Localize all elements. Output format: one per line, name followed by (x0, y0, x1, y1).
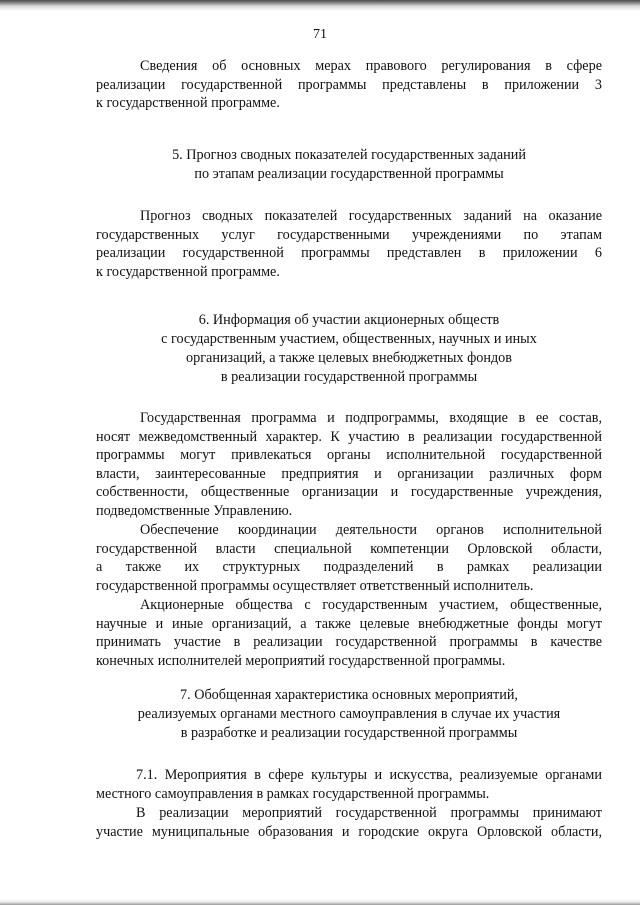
section-6-heading-line: с государственным участием, общественных, научных и иных (161, 331, 537, 347)
section-5-line: реализации государственной программы представлен в приложении 6 (96, 245, 602, 262)
section-7-heading-line: в разработке и реализации государственной программы (180, 725, 518, 741)
section-5-paragraph (96, 207, 602, 281)
section-6-paragraph-2 (96, 521, 602, 595)
section-6-heading (96, 311, 602, 387)
section-6-line: научные и иные организаций, а также целевые внебюджетные фонды могут (96, 615, 602, 632)
section-7-line: 7.1. Мероприятия в сфере культуры и искусства, реализуемые органами (136, 767, 602, 783)
section-6-heading-line: 6. Информация об участии акционерных обществ (198, 312, 500, 328)
page-number: 71 (313, 27, 327, 42)
section-6-heading-line: организаций, а также целевых внебюджетных фондов (186, 350, 512, 366)
section-5-line: государственных услуг государственными учреждениями по этапам (96, 226, 602, 243)
section-6-line: собственности, общественные организации и государственные учреждения, (96, 484, 602, 501)
section-7-heading-line: реализуемых органами местного самоуправления в случае их участия (137, 706, 561, 722)
section-6-line: конечных исполнителей мероприятий государственной программы. (96, 652, 506, 669)
section-7-heading (96, 686, 602, 743)
intro-line: Сведения об основных мерах правового регулирования в сфере (140, 58, 602, 74)
section-6-line: Акционерные общества с государственным участием, общественные, (140, 597, 602, 613)
section-5-line: к государственной программе. (96, 263, 280, 280)
section-6-line: Государственная программа и подпрограммы, входящие в ее состав, (140, 410, 602, 426)
section-6-line: государственной власти специальной компетенции Орловской области, (96, 540, 602, 557)
scan-top-edge (0, 0, 640, 12)
section-6-heading-line: в реализации государственной программы (220, 369, 478, 385)
section-6-line: Обеспечение координации деятельности органов исполнительной (140, 522, 602, 538)
section-7-line: участие муниципальные образования и городские округа Орловской области, (96, 823, 602, 840)
section-7-paragraph-1 (96, 766, 602, 803)
section-6-line: программы могут привлекаться органы исполнительной государственной (96, 447, 602, 464)
intro-line: реализации государственной программы представлены в приложении 3 (96, 76, 602, 93)
section-6-line: принимать участие в реализации государственной программы в качестве (96, 634, 602, 651)
section-5-line: Прогноз сводных показателей государственных заданий на оказание (140, 208, 602, 224)
section-6-line: подведомственные Управлению. (96, 502, 293, 519)
section-5-heading (96, 146, 602, 184)
section-7-line: В реализации мероприятий государственной программы принимают (136, 805, 602, 821)
section-6-paragraph-1 (96, 409, 602, 521)
section-6-line: носят межведомственный характер. К участию в реализации государственной (96, 428, 602, 445)
section-5-heading-line: 5. Прогноз сводных показателей государственных заданий (172, 147, 526, 163)
section-6-line: а также их структурных подразделений в рамках реализации (96, 559, 602, 576)
section-6-paragraph-3 (96, 596, 602, 670)
section-6-line: государственной программы осуществляет ответственный исполнитель. (96, 577, 534, 594)
scan-bottom-edge (0, 899, 640, 905)
section-5-heading-line: по этапам реализации государственной программы (194, 166, 504, 182)
intro-paragraph (96, 57, 602, 113)
section-6-line: власти, заинтересованные предприятия и организации различных форм (96, 465, 602, 482)
section-7-line: местного самоуправления в рамках государственной программы. (96, 785, 490, 802)
section-7-paragraph-2 (96, 804, 602, 841)
section-7-heading-line: 7. Обобщенная характеристика основных мероприятий, (180, 687, 518, 703)
intro-line: к государственной программе. (96, 95, 280, 112)
